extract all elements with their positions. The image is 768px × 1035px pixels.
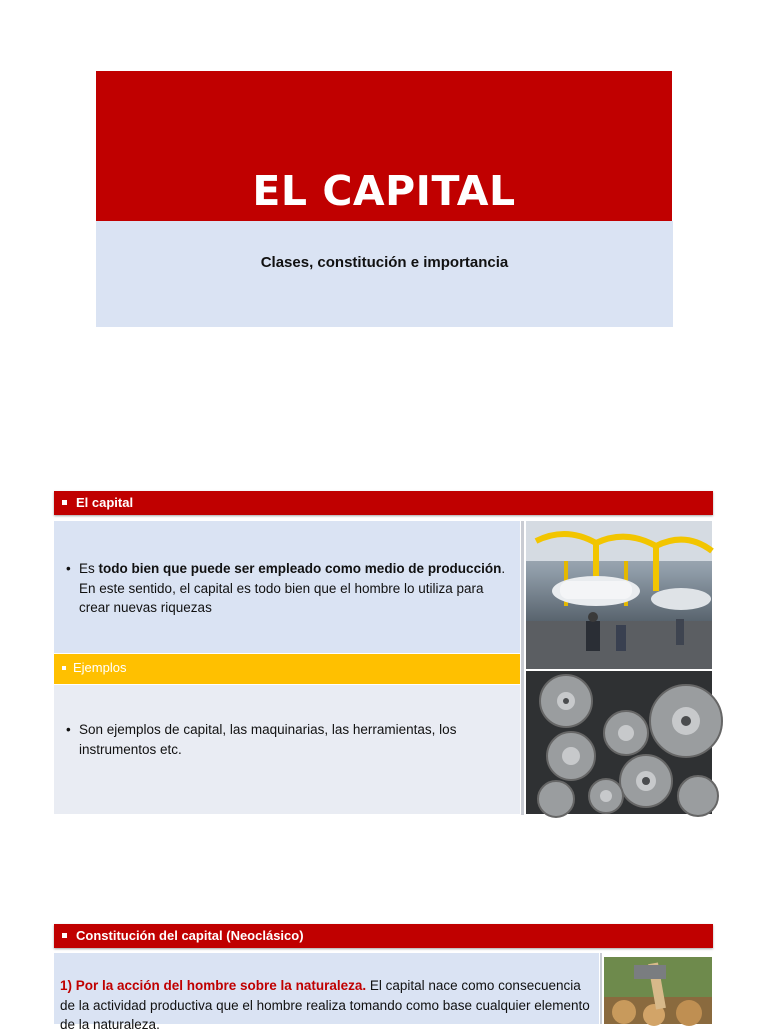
constitucion-lead: 1) Por la acción del hombre sobre la naturaleza. [60,978,367,993]
car-assembly-line-photo [526,521,712,669]
definition-bold: todo bien que puede ser empleado como medio de producción [98,561,502,576]
examples-box [54,685,520,814]
definition-box [54,521,520,653]
gears-illustration [526,671,712,814]
section-header-label: Constitución del capital (Neoclásico) [76,928,304,943]
axe-wood-photo [604,957,712,1024]
slide-constitucion-capital [52,921,716,1032]
section-header-ejemplos [54,654,520,684]
definition-text [66,559,506,618]
examples-text: • Son ejemplos de capital, las maquinarias, las herramientas, los instrumentos etc. [66,722,457,757]
constitucion-text [60,976,590,1035]
square-bullet-icon [62,933,67,938]
subtitle-band [96,221,673,327]
bullet-dot-icon: • [66,722,71,737]
vertical-divider [600,953,602,1024]
title-slide-banner [96,71,672,221]
slide-subtitle: Clases, constitución e importancia [260,254,509,271]
bullet-dot-icon: • [66,561,71,576]
definition-prefix: Es [79,561,99,576]
square-bullet-icon [62,500,67,505]
constitucion-box [54,953,599,1032]
square-bullet-icon [62,666,66,670]
vertical-divider [521,521,524,815]
section-header-el-capital [54,491,713,515]
definition-rest: . En este sentido, el capital es todo bien que el hombre lo utiliza para crear nuevas riquezas [79,561,506,615]
section-header-constitucion [54,924,713,948]
gears-photo [526,671,712,814]
section-header-label: El capital [76,495,134,510]
car-assembly-illustration [526,521,712,669]
slide-title: EL CAPITAL [252,167,516,215]
section-header-label: Ejemplos [73,660,127,675]
axe-illustration [604,957,712,1024]
slide-el-capital [52,487,716,815]
constitucion-body: El capital nace como consecuencia de la actividad productiva que el hombre realiza tomando como base cualquier elemento de la naturaleza. [60,978,590,1032]
